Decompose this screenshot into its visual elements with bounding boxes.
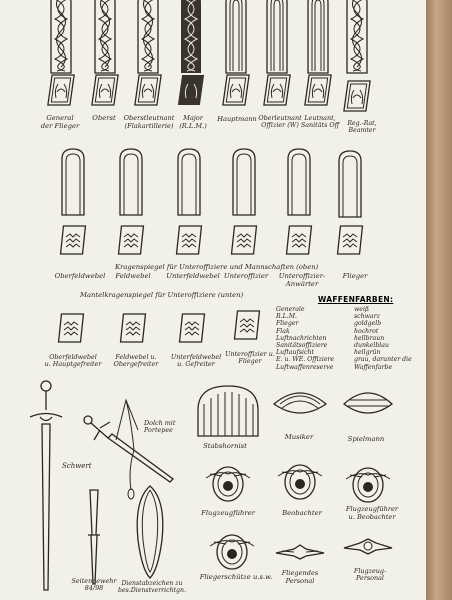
label-major: Major (R.L.M.) xyxy=(179,114,207,130)
waffenfarben-row xyxy=(276,356,424,363)
waffenfarben-table xyxy=(276,306,424,371)
label-fliegendes-personal: Fliegendes Personal xyxy=(281,569,319,585)
waffenfarben-branch: Sanitätsoffiziere xyxy=(276,342,328,350)
waffenfarben-title: WAFFENFARBEN: xyxy=(318,295,394,304)
waffenfarben-row xyxy=(276,313,424,320)
label-unterfeldwebel: Unterfeldwebel xyxy=(166,272,220,280)
label-musiker: Musiker xyxy=(284,433,314,441)
label-unteroffizier-anwaerter: Unteroffizier- Anwärter xyxy=(278,272,326,288)
waffenfarben-color: hochrot xyxy=(354,327,379,335)
waffenfarben-branch: Generale xyxy=(276,306,305,313)
waffenfarben-color: hellgrün xyxy=(354,349,381,357)
label-schwert: Schwert xyxy=(62,462,92,470)
waffenfarben-color: schwarz xyxy=(354,313,380,321)
waffenfarben-branch: Luftwaffenreserve xyxy=(276,363,334,371)
label-fliegerschuetze: Fliegerschütze u.s.w. xyxy=(199,573,273,581)
label-flugzeugfuehrer-beobachter: Flugzeugführer u. Beobachter xyxy=(345,505,399,521)
stabshornist-patch xyxy=(198,386,258,436)
label-beobachter: Beobachter xyxy=(282,509,322,517)
dagger-illustration xyxy=(84,400,176,499)
label-oberstleutnant: Oberstleutnant (Flakartillerie) xyxy=(123,114,175,130)
fliegendes-personal-wings xyxy=(276,545,324,559)
label-general-der-flieger: General der Flieger xyxy=(40,114,80,130)
waffenfarben-color: hellbraun xyxy=(354,334,385,342)
book-edge xyxy=(426,0,452,600)
waffenfarben-color: dunkelblau xyxy=(354,342,389,350)
waffenfarben-row xyxy=(276,306,424,313)
label-flugzeugfuehrer: Flugzeugführer xyxy=(201,509,255,517)
label-hauptmann: Hauptmann xyxy=(217,115,257,123)
label-unteroffizier: Unteroffizier xyxy=(223,272,269,280)
label-stabshornist: Stabshornist xyxy=(203,442,247,450)
label-reg-rat: Reg.-Rat, Beamter xyxy=(347,120,377,135)
waffenfarben-branch: E. u. WE. Offiziere xyxy=(276,356,335,364)
label-oberst: Oberst xyxy=(92,114,116,122)
sword-illustration xyxy=(30,381,62,590)
waffenfarben-row xyxy=(276,328,424,335)
flugzeug-personal-wings xyxy=(344,539,392,554)
label-unteroffizier-flieger: Unteroffizier u. Flieger xyxy=(225,350,275,366)
label-dolch: Dolch mit Portepee xyxy=(144,419,176,435)
label-seitengewehr: Seitengewehr 84/98 xyxy=(71,577,117,593)
waffenfarben-branch: R.L.M. xyxy=(276,313,298,321)
waffenfarben-row xyxy=(276,335,424,342)
waffenfarben-color: goldgelb xyxy=(354,320,382,328)
waffenfarben-color: weiß xyxy=(354,306,370,313)
waffenfarben-branch: Luftnachrichten xyxy=(276,334,327,342)
label-flugzeug-personal: Flugzeug- Personal xyxy=(353,567,387,583)
musiker-patch xyxy=(274,393,326,413)
label-oberfeldwebel-hauptgefreiter: Oberfeldwebel u. Hauptgefreiter xyxy=(44,353,102,369)
waffenfarben-row xyxy=(276,364,424,371)
nco-collar-caption: Kragenspiegel für Unteroffiziere und Mannschaften (oben) xyxy=(115,263,319,271)
label-feldwebel-obergefreiter: Feldwebel u. Obergefreiter xyxy=(113,353,159,369)
bayonet-illustration xyxy=(88,490,100,584)
lanyard-illustration xyxy=(137,486,163,578)
label-unterfeldwebel-gefreiter: Unterfeldwebel u. Gefreiter xyxy=(170,353,222,369)
waffenfarben-row xyxy=(276,349,424,356)
label-flieger: Flieger xyxy=(342,272,368,280)
waffenfarben-color: Waffenfarbe xyxy=(354,363,393,371)
waffenfarben-row xyxy=(276,320,424,327)
mantel-collar-caption: Mantelkragenspiegel für Unteroffiziere (unten) xyxy=(80,291,244,299)
label-feldwebel: Feldwebel xyxy=(115,272,151,280)
label-oberfeldwebel: Oberfeldwebel xyxy=(54,272,106,280)
spielmann-patch xyxy=(344,393,392,413)
waffenfarben-row xyxy=(276,342,424,349)
waffenfarben-branch: Flieger xyxy=(276,320,299,328)
label-spielmann: Spielmann xyxy=(347,435,385,443)
label-oberleutnant: Oberleutnant Offizier (W) xyxy=(258,114,302,130)
waffenfarben-branch: Luftaufsicht xyxy=(276,349,314,357)
label-leutnant: Leutnant, Sanitäts Off xyxy=(300,114,340,130)
waffenfarben-branch: Flak xyxy=(276,327,290,335)
waffenfarben-color: grau, darunter die xyxy=(354,356,412,364)
label-dienstabzeichen: Dienstabzeichen zu bes.Dienstverrichtgn. xyxy=(118,580,186,595)
